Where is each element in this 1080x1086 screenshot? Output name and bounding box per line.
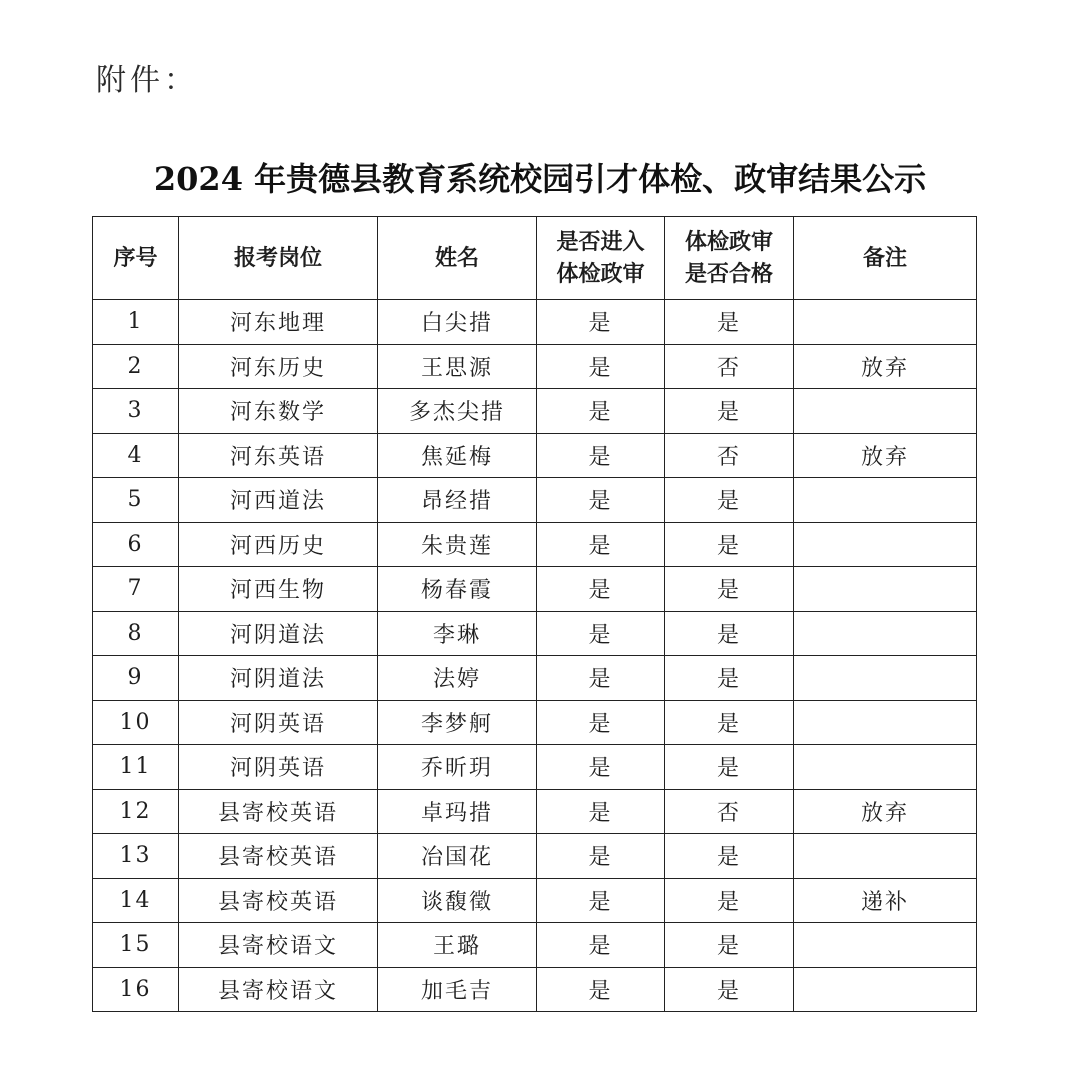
cell-position: 河阴道法: [179, 611, 378, 656]
cell-no: 15: [93, 923, 179, 968]
cell-note: [794, 700, 977, 745]
cell-pass-review: 是: [665, 878, 794, 923]
cell-no: 1: [93, 300, 179, 345]
cell-note: 放弃: [794, 433, 977, 478]
cell-name: 王思源: [378, 344, 537, 389]
cell-pass-review: 是: [665, 611, 794, 656]
cell-position: 河西生物: [179, 567, 378, 612]
header-name: 姓名: [378, 217, 537, 300]
table-header-row: [93, 217, 977, 300]
cell-enter-review: 是: [537, 567, 665, 612]
cell-pass-review: 是: [665, 745, 794, 790]
cell-enter-review: 是: [537, 700, 665, 745]
table-row: [93, 923, 977, 968]
cell-pass-review: 否: [665, 789, 794, 834]
cell-enter-review: 是: [537, 789, 665, 834]
cell-no: 6: [93, 522, 179, 567]
cell-no: 7: [93, 567, 179, 612]
cell-name: 昂经措: [378, 478, 537, 523]
cell-no: 10: [93, 700, 179, 745]
header-enter-line1: 是否进入: [556, 229, 645, 255]
header-pass-review: [665, 217, 794, 300]
cell-note: [794, 300, 977, 345]
table-row: [93, 567, 977, 612]
cell-position: 县寄校语文: [179, 923, 378, 968]
cell-position: 河东历史: [179, 344, 378, 389]
cell-name: 李梦舸: [378, 700, 537, 745]
cell-enter-review: 是: [537, 611, 665, 656]
cell-name: 冶国花: [378, 834, 537, 879]
cell-position: 河西道法: [179, 478, 378, 523]
cell-name: 焦延梅: [378, 433, 537, 478]
cell-position: 河东英语: [179, 433, 378, 478]
cell-no: 16: [93, 967, 179, 1012]
cell-pass-review: 是: [665, 656, 794, 701]
cell-name: 白尖措: [378, 300, 537, 345]
table-row: [93, 344, 977, 389]
cell-position: 县寄校英语: [179, 878, 378, 923]
cell-position: 县寄校语文: [179, 967, 378, 1012]
cell-enter-review: 是: [537, 923, 665, 968]
cell-enter-review: 是: [537, 344, 665, 389]
table-row: [93, 478, 977, 523]
cell-enter-review: 是: [537, 967, 665, 1012]
cell-no: 12: [93, 789, 179, 834]
cell-no: 8: [93, 611, 179, 656]
cell-position: 河阴英语: [179, 745, 378, 790]
header-position: 报考岗位: [179, 217, 378, 300]
table-row: [93, 789, 977, 834]
cell-no: 5: [93, 478, 179, 523]
cell-pass-review: 是: [665, 389, 794, 434]
header-no: 序号: [93, 217, 179, 300]
cell-enter-review: 是: [537, 478, 665, 523]
table-row: [93, 700, 977, 745]
table-row: [93, 745, 977, 790]
cell-position: 县寄校英语: [179, 789, 378, 834]
cell-no: 9: [93, 656, 179, 701]
cell-no: 14: [93, 878, 179, 923]
cell-enter-review: 是: [537, 389, 665, 434]
header-pass-line2: 是否合格: [684, 261, 773, 287]
table-row: [93, 300, 977, 345]
cell-position: 河阴道法: [179, 656, 378, 701]
cell-note: 放弃: [794, 344, 977, 389]
cell-note: [794, 389, 977, 434]
cell-enter-review: 是: [537, 433, 665, 478]
cell-position: 河东地理: [179, 300, 378, 345]
cell-enter-review: 是: [537, 834, 665, 879]
cell-pass-review: 是: [665, 700, 794, 745]
cell-note: [794, 478, 977, 523]
cell-note: [794, 611, 977, 656]
cell-name: 卓玛措: [378, 789, 537, 834]
cell-pass-review: 是: [665, 300, 794, 345]
table-body: [93, 300, 977, 1012]
result-table: [92, 216, 977, 1012]
header-enter-line2: 体检政审: [556, 261, 645, 287]
table-row: [93, 967, 977, 1012]
cell-pass-review: 是: [665, 923, 794, 968]
cell-no: 4: [93, 433, 179, 478]
table-row: [93, 878, 977, 923]
cell-name: 多杰尖措: [378, 389, 537, 434]
header-note: 备注: [794, 217, 977, 300]
cell-note: [794, 967, 977, 1012]
cell-name: 李琳: [378, 611, 537, 656]
page-title: 2024 年贵德县教育系统校园引才体检、政审结果公示: [153, 160, 927, 198]
cell-pass-review: 否: [665, 344, 794, 389]
cell-note: 放弃: [794, 789, 977, 834]
table-row: [93, 656, 977, 701]
cell-enter-review: 是: [537, 300, 665, 345]
cell-enter-review: 是: [537, 745, 665, 790]
cell-pass-review: 是: [665, 567, 794, 612]
cell-no: 3: [93, 389, 179, 434]
cell-name: 谈馥徵: [378, 878, 537, 923]
cell-pass-review: 否: [665, 433, 794, 478]
cell-position: 河阴英语: [179, 700, 378, 745]
table-row: [93, 389, 977, 434]
table-row: [93, 834, 977, 879]
table-row: [93, 522, 977, 567]
cell-no: 13: [93, 834, 179, 879]
cell-note: [794, 923, 977, 968]
cell-note: [794, 567, 977, 612]
table-row: [93, 433, 977, 478]
cell-name: 法婷: [378, 656, 537, 701]
cell-name: 朱贵莲: [378, 522, 537, 567]
cell-pass-review: 是: [665, 967, 794, 1012]
header-enter-review: [537, 217, 665, 300]
cell-pass-review: 是: [665, 834, 794, 879]
cell-name: 王璐: [378, 923, 537, 968]
cell-note: [794, 834, 977, 879]
cell-name: 乔昕玥: [378, 745, 537, 790]
cell-no: 2: [93, 344, 179, 389]
cell-position: 河西历史: [179, 522, 378, 567]
cell-enter-review: 是: [537, 878, 665, 923]
cell-note: [794, 745, 977, 790]
cell-note: [794, 522, 977, 567]
cell-pass-review: 是: [665, 478, 794, 523]
cell-position: 县寄校英语: [179, 834, 378, 879]
attachment-label: 附件：: [96, 63, 198, 98]
cell-name: 杨春霞: [378, 567, 537, 612]
cell-name: 加毛吉: [378, 967, 537, 1012]
cell-no: 11: [93, 745, 179, 790]
cell-pass-review: 是: [665, 522, 794, 567]
table-row: [93, 611, 977, 656]
cell-note: 递补: [794, 878, 977, 923]
cell-enter-review: 是: [537, 522, 665, 567]
cell-note: [794, 656, 977, 701]
cell-enter-review: 是: [537, 656, 665, 701]
cell-position: 河东数学: [179, 389, 378, 434]
header-pass-line1: 体检政审: [684, 229, 773, 255]
